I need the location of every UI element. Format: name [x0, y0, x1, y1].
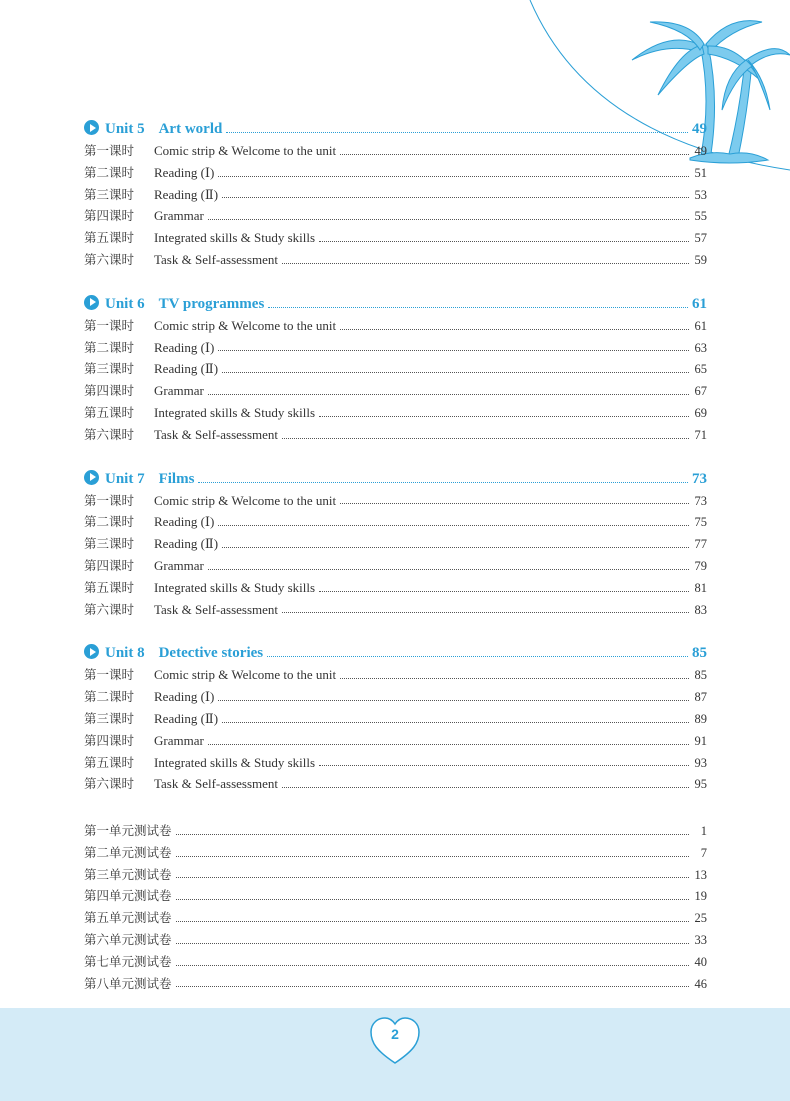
test-label: 第二单元测试卷 [84, 844, 172, 860]
lesson-label: 第三课时 [84, 710, 135, 726]
lesson-entry[interactable] [84, 337, 707, 359]
test-page-number: 19 [694, 889, 707, 904]
test-label: 第四单元测试卷 [84, 888, 172, 904]
lesson-label: 第一课时 [84, 143, 135, 158]
test-page-number: 7 [700, 845, 707, 860]
dot-leader [176, 942, 689, 944]
lesson-entry[interactable] [84, 577, 707, 599]
dot-leader [198, 481, 688, 483]
lesson-page-number: 57 [694, 231, 707, 246]
dot-leader [208, 393, 689, 395]
lesson-title: Reading (Ⅱ) [154, 186, 219, 202]
unit-page-number: 49 [692, 121, 707, 137]
dot-leader [222, 546, 689, 548]
lesson-label: 第三课时 [84, 536, 135, 552]
lesson-page-number: 53 [694, 187, 707, 202]
lesson-page-number: 67 [694, 384, 707, 399]
unit-number: Unit 6 [105, 295, 145, 312]
test-page-number: 25 [694, 911, 707, 926]
dot-leader [176, 855, 689, 857]
test-entry[interactable] [84, 820, 707, 842]
dot-leader [319, 240, 689, 242]
unit-number: Unit 5 [105, 121, 145, 137]
lesson-page-number: 87 [694, 690, 707, 705]
lesson-page-number: 59 [694, 252, 707, 267]
table-of-contents [84, 118, 707, 817]
play-circle-icon [84, 295, 99, 310]
lesson-label: 第五课时 [84, 404, 135, 420]
unit-title: Art world [158, 121, 223, 137]
play-circle-icon [84, 470, 99, 485]
lesson-label: 第六课时 [84, 251, 135, 267]
test-label: 第一单元测试卷 [84, 823, 172, 838]
lesson-title: Grammar [154, 383, 204, 399]
dot-leader [282, 437, 689, 439]
dot-leader [218, 349, 689, 351]
unit-page-number: 85 [692, 645, 707, 662]
lesson-page-number: 91 [694, 733, 707, 748]
lesson-page-number: 71 [694, 427, 707, 442]
test-entry[interactable] [84, 885, 707, 907]
lesson-label: 第六课时 [84, 426, 135, 442]
lesson-label: 第五课时 [84, 230, 135, 246]
lesson-entry[interactable] [84, 249, 707, 271]
page-number: 2 [391, 1026, 399, 1042]
play-circle-icon [84, 120, 99, 135]
dot-leader [208, 568, 689, 570]
lesson-label: 第三课时 [84, 361, 135, 377]
lesson-title: Comic strip & Welcome to the unit [154, 492, 337, 508]
dot-leader [282, 786, 689, 788]
dot-leader [176, 833, 689, 835]
lesson-title: Integrated skills & Study skills [154, 230, 316, 246]
lesson-label: 第二课时 [84, 514, 135, 530]
lesson-page-number: 65 [694, 362, 707, 377]
lesson-entry[interactable] [84, 140, 707, 162]
unit-title: TV programmes [158, 295, 265, 312]
unit-heading[interactable] [84, 293, 707, 315]
lesson-label: 第四课时 [84, 208, 135, 224]
test-page-number: 1 [700, 824, 707, 838]
lesson-page-number: 95 [694, 777, 707, 792]
lesson-label: 第一课时 [84, 667, 135, 683]
lesson-title: Grammar [154, 557, 204, 573]
lesson-entry[interactable] [84, 708, 707, 730]
test-label: 第六单元测试卷 [84, 931, 172, 947]
lesson-label: 第四课时 [84, 732, 135, 748]
test-label: 第三单元测试卷 [84, 866, 172, 882]
unit-title: Detective stories [158, 645, 264, 662]
lesson-page-number: 75 [694, 515, 707, 530]
lesson-entry[interactable] [84, 205, 707, 227]
dot-leader [176, 985, 689, 987]
lesson-page-number: 61 [694, 318, 707, 333]
lesson-title: Reading (Ⅰ) [154, 164, 215, 180]
test-entry[interactable] [84, 864, 707, 886]
lesson-title: Comic strip & Welcome to the unit [154, 317, 337, 333]
lesson-entry[interactable] [84, 664, 707, 686]
unit-number: Unit 8 [105, 645, 145, 662]
lesson-title: Task & Self-assessment [154, 251, 279, 267]
dot-leader [226, 131, 688, 133]
lesson-title: Task & Self-assessment [154, 601, 279, 617]
lesson-page-number: 55 [694, 209, 707, 224]
dot-leader [218, 524, 689, 526]
dot-leader [222, 721, 689, 723]
dot-leader [208, 743, 689, 745]
lesson-title: Integrated skills & Study skills [154, 754, 316, 770]
lesson-entry[interactable] [84, 752, 707, 774]
lesson-page-number: 69 [694, 405, 707, 420]
unit-title: Films [158, 470, 195, 487]
dot-leader [340, 328, 689, 330]
test-page-number: 40 [694, 954, 707, 969]
lesson-entry[interactable] [84, 686, 707, 708]
lesson-entry[interactable] [84, 424, 707, 446]
lesson-page-number: 73 [694, 493, 707, 508]
test-entry[interactable] [84, 907, 707, 929]
lesson-label: 第四课时 [84, 557, 135, 573]
dot-leader [340, 502, 689, 504]
test-page-number: 13 [694, 867, 707, 882]
lesson-label: 第一课时 [84, 317, 135, 333]
lesson-label: 第三课时 [84, 186, 135, 202]
dot-leader [222, 371, 689, 373]
lesson-label: 第六课时 [84, 601, 135, 617]
lesson-page-number: 79 [694, 558, 707, 573]
dot-leader [268, 306, 688, 308]
lesson-label: 第四课时 [84, 383, 135, 399]
dot-leader [282, 611, 689, 613]
unit-section [84, 118, 707, 271]
dot-leader [176, 876, 689, 878]
lesson-entry[interactable] [84, 730, 707, 752]
unit-heading[interactable] [84, 642, 707, 664]
lesson-page-number: 93 [694, 755, 707, 770]
test-entry[interactable] [84, 929, 707, 951]
lesson-label: 第五课时 [84, 579, 135, 595]
unit-number: Unit 7 [105, 470, 145, 487]
test-label: 第八单元测试卷 [84, 975, 172, 991]
lesson-page-number: 77 [694, 537, 707, 552]
lesson-title: Reading (Ⅰ) [154, 514, 215, 530]
lesson-entry[interactable] [84, 599, 707, 621]
dot-leader [319, 764, 689, 766]
unit-section [84, 293, 707, 446]
lesson-label: 第五课时 [84, 754, 135, 770]
lesson-title: Task & Self-assessment [154, 776, 279, 792]
dot-leader [176, 920, 689, 922]
lesson-label: 第六课时 [84, 776, 135, 792]
lesson-page-number: 85 [694, 668, 707, 683]
lesson-title: Comic strip & Welcome to the unit [154, 667, 337, 683]
lesson-page-number: 83 [694, 602, 707, 617]
unit-section [84, 468, 707, 621]
test-page-number: 46 [694, 976, 707, 991]
lesson-entry[interactable] [84, 358, 707, 380]
dot-leader [267, 655, 688, 657]
lesson-title: Reading (Ⅱ) [154, 536, 219, 552]
lesson-label: 第二课时 [84, 164, 135, 180]
lesson-entry[interactable] [84, 402, 707, 424]
lesson-entry[interactable] [84, 773, 707, 795]
lesson-entry[interactable] [84, 555, 707, 577]
lesson-title: Reading (Ⅰ) [154, 339, 215, 355]
lesson-entry[interactable] [84, 184, 707, 206]
unit-heading[interactable] [84, 118, 707, 140]
test-entry[interactable] [84, 951, 707, 973]
test-label: 第七单元测试卷 [84, 953, 172, 969]
dot-leader [222, 196, 689, 198]
dot-leader [319, 590, 689, 592]
lesson-page-number: 81 [694, 580, 707, 595]
lesson-entry[interactable] [84, 511, 707, 533]
lesson-label: 第一课时 [84, 492, 135, 508]
lesson-page-number: 51 [694, 165, 707, 180]
lesson-page-number: 49 [694, 144, 707, 158]
unit-section [84, 642, 707, 795]
dot-leader [176, 964, 689, 966]
dot-leader [208, 218, 689, 220]
lesson-title: Reading (Ⅰ) [154, 689, 215, 705]
lesson-title: Integrated skills & Study skills [154, 579, 316, 595]
lesson-page-number: 63 [694, 340, 707, 355]
lesson-title: Reading (Ⅱ) [154, 361, 219, 377]
lesson-entry[interactable] [84, 490, 707, 512]
unit-heading[interactable] [84, 468, 707, 490]
dot-leader [340, 677, 689, 679]
dot-leader [218, 175, 689, 177]
lesson-title: Comic strip & Welcome to the unit [154, 143, 337, 158]
unit-page-number: 73 [692, 470, 707, 487]
lesson-title: Reading (Ⅱ) [154, 710, 219, 726]
lesson-entry[interactable] [84, 227, 707, 249]
test-entry[interactable] [84, 973, 707, 995]
test-page-number: 33 [694, 932, 707, 947]
lesson-entry[interactable] [84, 162, 707, 184]
play-circle-icon [84, 644, 99, 659]
lesson-title: Grammar [154, 732, 204, 748]
lesson-label: 第二课时 [84, 339, 135, 355]
lesson-title: Integrated skills & Study skills [154, 404, 316, 420]
test-entry[interactable] [84, 842, 707, 864]
dot-leader [319, 415, 689, 417]
dot-leader [218, 699, 689, 701]
lesson-title: Grammar [154, 208, 204, 224]
lesson-page-number: 89 [694, 711, 707, 726]
test-label: 第五单元测试卷 [84, 910, 172, 926]
lesson-entry[interactable] [84, 533, 707, 555]
lesson-title: Task & Self-assessment [154, 426, 279, 442]
unit-page-number: 61 [692, 295, 707, 312]
dot-leader [340, 153, 689, 155]
unit-tests-list [84, 820, 707, 994]
dot-leader [176, 898, 689, 900]
lesson-entry[interactable] [84, 380, 707, 402]
lesson-label: 第二课时 [84, 689, 135, 705]
dot-leader [282, 262, 689, 264]
lesson-entry[interactable] [84, 315, 707, 337]
